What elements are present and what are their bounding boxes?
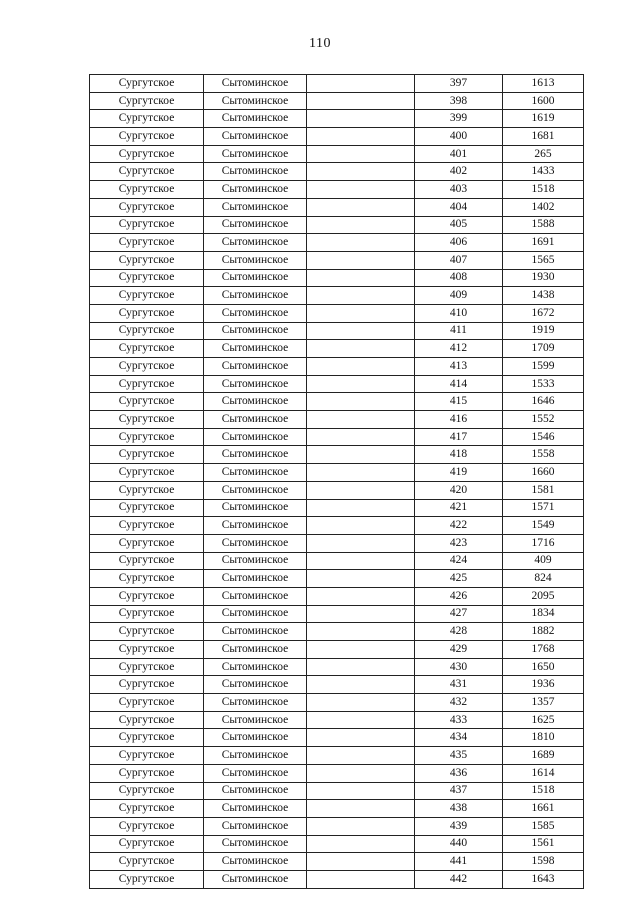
value-cell: 2095 bbox=[503, 587, 584, 605]
number-cell: 402 bbox=[415, 163, 503, 181]
table-row bbox=[90, 428, 584, 446]
region-cell: Сургутское bbox=[90, 287, 204, 305]
field-cell: Сытоминское bbox=[204, 835, 307, 853]
field-cell: Сытоминское bbox=[204, 853, 307, 871]
number-cell: 415 bbox=[415, 393, 503, 411]
value-cell: 1598 bbox=[503, 853, 584, 871]
blank-cell bbox=[307, 358, 415, 376]
value-cell: 1402 bbox=[503, 198, 584, 216]
blank-cell bbox=[307, 411, 415, 429]
blank-cell bbox=[307, 287, 415, 305]
region-cell: Сургутское bbox=[90, 181, 204, 199]
value-cell: 1613 bbox=[503, 75, 584, 93]
table-row bbox=[90, 128, 584, 146]
value-cell: 1768 bbox=[503, 641, 584, 659]
number-cell: 422 bbox=[415, 517, 503, 535]
blank-cell bbox=[307, 198, 415, 216]
value-cell: 1561 bbox=[503, 835, 584, 853]
region-cell: Сургутское bbox=[90, 251, 204, 269]
table-row bbox=[90, 853, 584, 871]
table-row bbox=[90, 234, 584, 252]
region-cell: Сургутское bbox=[90, 800, 204, 818]
table-row bbox=[90, 764, 584, 782]
table-row bbox=[90, 375, 584, 393]
field-cell: Сытоминское bbox=[204, 216, 307, 234]
number-cell: 401 bbox=[415, 145, 503, 163]
field-cell: Сытоминское bbox=[204, 92, 307, 110]
number-cell: 416 bbox=[415, 411, 503, 429]
blank-cell bbox=[307, 676, 415, 694]
field-cell: Сытоминское bbox=[204, 287, 307, 305]
value-cell: 1650 bbox=[503, 658, 584, 676]
region-cell: Сургутское bbox=[90, 322, 204, 340]
blank-cell bbox=[307, 428, 415, 446]
region-cell: Сургутское bbox=[90, 128, 204, 146]
blank-cell bbox=[307, 251, 415, 269]
blank-cell bbox=[307, 552, 415, 570]
table-row bbox=[90, 623, 584, 641]
region-cell: Сургутское bbox=[90, 711, 204, 729]
registry-table bbox=[89, 74, 584, 889]
blank-cell bbox=[307, 393, 415, 411]
table-row bbox=[90, 464, 584, 482]
field-cell: Сытоминское bbox=[204, 375, 307, 393]
value-cell: 1930 bbox=[503, 269, 584, 287]
blank-cell bbox=[307, 216, 415, 234]
value-cell: 1599 bbox=[503, 358, 584, 376]
table-row bbox=[90, 145, 584, 163]
region-cell: Сургутское bbox=[90, 481, 204, 499]
field-cell: Сытоминское bbox=[204, 800, 307, 818]
number-cell: 414 bbox=[415, 375, 503, 393]
blank-cell bbox=[307, 234, 415, 252]
field-cell: Сытоминское bbox=[204, 269, 307, 287]
number-cell: 409 bbox=[415, 287, 503, 305]
field-cell: Сытоминское bbox=[204, 481, 307, 499]
region-cell: Сургутское bbox=[90, 658, 204, 676]
field-cell: Сытоминское bbox=[204, 817, 307, 835]
table-row bbox=[90, 322, 584, 340]
number-cell: 397 bbox=[415, 75, 503, 93]
value-cell: 1643 bbox=[503, 870, 584, 888]
blank-cell bbox=[307, 145, 415, 163]
value-cell: 265 bbox=[503, 145, 584, 163]
region-cell: Сургутское bbox=[90, 163, 204, 181]
blank-cell bbox=[307, 800, 415, 818]
field-cell: Сытоминское bbox=[204, 676, 307, 694]
value-cell: 1691 bbox=[503, 234, 584, 252]
number-cell: 442 bbox=[415, 870, 503, 888]
table-row bbox=[90, 304, 584, 322]
field-cell: Сытоминское bbox=[204, 340, 307, 358]
number-cell: 434 bbox=[415, 729, 503, 747]
region-cell: Сургутское bbox=[90, 623, 204, 641]
region-cell: Сургутское bbox=[90, 517, 204, 535]
blank-cell bbox=[307, 446, 415, 464]
blank-cell bbox=[307, 711, 415, 729]
region-cell: Сургутское bbox=[90, 552, 204, 570]
region-cell: Сургутское bbox=[90, 428, 204, 446]
region-cell: Сургутское bbox=[90, 269, 204, 287]
region-cell: Сургутское bbox=[90, 411, 204, 429]
blank-cell bbox=[307, 269, 415, 287]
number-cell: 431 bbox=[415, 676, 503, 694]
blank-cell bbox=[307, 464, 415, 482]
region-cell: Сургутское bbox=[90, 870, 204, 888]
region-cell: Сургутское bbox=[90, 216, 204, 234]
value-cell: 1558 bbox=[503, 446, 584, 464]
field-cell: Сытоминское bbox=[204, 534, 307, 552]
number-cell: 398 bbox=[415, 92, 503, 110]
blank-cell bbox=[307, 870, 415, 888]
number-cell: 412 bbox=[415, 340, 503, 358]
field-cell: Сытоминское bbox=[204, 446, 307, 464]
blank-cell bbox=[307, 729, 415, 747]
blank-cell bbox=[307, 181, 415, 199]
value-cell: 1600 bbox=[503, 92, 584, 110]
table-row bbox=[90, 287, 584, 305]
region-cell: Сургутское bbox=[90, 92, 204, 110]
blank-cell bbox=[307, 605, 415, 623]
number-cell: 433 bbox=[415, 711, 503, 729]
blank-cell bbox=[307, 322, 415, 340]
table-row bbox=[90, 817, 584, 835]
table-row bbox=[90, 534, 584, 552]
value-cell: 1681 bbox=[503, 128, 584, 146]
number-cell: 405 bbox=[415, 216, 503, 234]
number-cell: 410 bbox=[415, 304, 503, 322]
table-row bbox=[90, 747, 584, 765]
region-cell: Сургутское bbox=[90, 304, 204, 322]
table-row bbox=[90, 481, 584, 499]
table-row bbox=[90, 499, 584, 517]
field-cell: Сытоминское bbox=[204, 145, 307, 163]
table-row bbox=[90, 694, 584, 712]
value-cell: 1357 bbox=[503, 694, 584, 712]
region-cell: Сургутское bbox=[90, 198, 204, 216]
region-cell: Сургутское bbox=[90, 817, 204, 835]
field-cell: Сытоминское bbox=[204, 870, 307, 888]
table-row bbox=[90, 676, 584, 694]
table-row bbox=[90, 92, 584, 110]
number-cell: 420 bbox=[415, 481, 503, 499]
blank-cell bbox=[307, 694, 415, 712]
value-cell: 1549 bbox=[503, 517, 584, 535]
field-cell: Сытоминское bbox=[204, 198, 307, 216]
number-cell: 423 bbox=[415, 534, 503, 552]
value-cell: 1585 bbox=[503, 817, 584, 835]
blank-cell bbox=[307, 75, 415, 93]
region-cell: Сургутское bbox=[90, 694, 204, 712]
field-cell: Сытоминское bbox=[204, 747, 307, 765]
field-cell: Сытоминское bbox=[204, 623, 307, 641]
region-cell: Сургутское bbox=[90, 747, 204, 765]
field-cell: Сытоминское bbox=[204, 411, 307, 429]
number-cell: 432 bbox=[415, 694, 503, 712]
field-cell: Сытоминское bbox=[204, 764, 307, 782]
value-cell: 1546 bbox=[503, 428, 584, 446]
table-row bbox=[90, 870, 584, 888]
region-cell: Сургутское bbox=[90, 145, 204, 163]
value-cell: 1581 bbox=[503, 481, 584, 499]
region-cell: Сургутское bbox=[90, 464, 204, 482]
table-row bbox=[90, 251, 584, 269]
table-row bbox=[90, 570, 584, 588]
number-cell: 419 bbox=[415, 464, 503, 482]
region-cell: Сургутское bbox=[90, 110, 204, 128]
value-cell: 824 bbox=[503, 570, 584, 588]
blank-cell bbox=[307, 92, 415, 110]
number-cell: 399 bbox=[415, 110, 503, 128]
blank-cell bbox=[307, 375, 415, 393]
region-cell: Сургутское bbox=[90, 534, 204, 552]
region-cell: Сургутское bbox=[90, 641, 204, 659]
region-cell: Сургутское bbox=[90, 764, 204, 782]
value-cell: 1810 bbox=[503, 729, 584, 747]
value-cell: 1672 bbox=[503, 304, 584, 322]
value-cell: 1565 bbox=[503, 251, 584, 269]
blank-cell bbox=[307, 835, 415, 853]
number-cell: 408 bbox=[415, 269, 503, 287]
blank-cell bbox=[307, 340, 415, 358]
value-cell: 1571 bbox=[503, 499, 584, 517]
region-cell: Сургутское bbox=[90, 853, 204, 871]
table-row bbox=[90, 446, 584, 464]
number-cell: 426 bbox=[415, 587, 503, 605]
region-cell: Сургутское bbox=[90, 340, 204, 358]
value-cell: 1533 bbox=[503, 375, 584, 393]
value-cell: 1614 bbox=[503, 764, 584, 782]
table-row bbox=[90, 782, 584, 800]
value-cell: 1716 bbox=[503, 534, 584, 552]
field-cell: Сытоминское bbox=[204, 552, 307, 570]
table-row bbox=[90, 198, 584, 216]
blank-cell bbox=[307, 570, 415, 588]
table-row bbox=[90, 641, 584, 659]
field-cell: Сытоминское bbox=[204, 605, 307, 623]
blank-cell bbox=[307, 110, 415, 128]
field-cell: Сытоминское bbox=[204, 181, 307, 199]
blank-cell bbox=[307, 481, 415, 499]
table-row bbox=[90, 358, 584, 376]
number-cell: 429 bbox=[415, 641, 503, 659]
table-row bbox=[90, 552, 584, 570]
table-row bbox=[90, 411, 584, 429]
field-cell: Сытоминское bbox=[204, 163, 307, 181]
table-row bbox=[90, 181, 584, 199]
blank-cell bbox=[307, 128, 415, 146]
number-cell: 428 bbox=[415, 623, 503, 641]
field-cell: Сытоминское bbox=[204, 234, 307, 252]
blank-cell bbox=[307, 782, 415, 800]
table-row bbox=[90, 269, 584, 287]
table-row bbox=[90, 729, 584, 747]
region-cell: Сургутское bbox=[90, 75, 204, 93]
number-cell: 427 bbox=[415, 605, 503, 623]
table-row bbox=[90, 517, 584, 535]
region-cell: Сургутское bbox=[90, 446, 204, 464]
blank-cell bbox=[307, 517, 415, 535]
field-cell: Сытоминское bbox=[204, 694, 307, 712]
field-cell: Сытоминское bbox=[204, 499, 307, 517]
value-cell: 1709 bbox=[503, 340, 584, 358]
table-row bbox=[90, 216, 584, 234]
table-row bbox=[90, 800, 584, 818]
blank-cell bbox=[307, 623, 415, 641]
number-cell: 418 bbox=[415, 446, 503, 464]
field-cell: Сытоминское bbox=[204, 428, 307, 446]
region-cell: Сургутское bbox=[90, 782, 204, 800]
field-cell: Сытоминское bbox=[204, 75, 307, 93]
region-cell: Сургутское bbox=[90, 676, 204, 694]
number-cell: 441 bbox=[415, 853, 503, 871]
field-cell: Сытоминское bbox=[204, 658, 307, 676]
value-cell: 1834 bbox=[503, 605, 584, 623]
table-row bbox=[90, 658, 584, 676]
table-row bbox=[90, 110, 584, 128]
region-cell: Сургутское bbox=[90, 605, 204, 623]
field-cell: Сытоминское bbox=[204, 641, 307, 659]
number-cell: 438 bbox=[415, 800, 503, 818]
field-cell: Сытоминское bbox=[204, 711, 307, 729]
table-row bbox=[90, 75, 584, 93]
number-cell: 421 bbox=[415, 499, 503, 517]
number-cell: 430 bbox=[415, 658, 503, 676]
table-row bbox=[90, 587, 584, 605]
blank-cell bbox=[307, 499, 415, 517]
number-cell: 413 bbox=[415, 358, 503, 376]
field-cell: Сытоминское bbox=[204, 110, 307, 128]
number-cell: 407 bbox=[415, 251, 503, 269]
value-cell: 1919 bbox=[503, 322, 584, 340]
value-cell: 1661 bbox=[503, 800, 584, 818]
table-row bbox=[90, 393, 584, 411]
number-cell: 425 bbox=[415, 570, 503, 588]
blank-cell bbox=[307, 817, 415, 835]
value-cell: 1438 bbox=[503, 287, 584, 305]
number-cell: 404 bbox=[415, 198, 503, 216]
value-cell: 1433 bbox=[503, 163, 584, 181]
field-cell: Сытоминское bbox=[204, 782, 307, 800]
blank-cell bbox=[307, 658, 415, 676]
value-cell: 1625 bbox=[503, 711, 584, 729]
region-cell: Сургутское bbox=[90, 835, 204, 853]
field-cell: Сытоминское bbox=[204, 517, 307, 535]
value-cell: 1518 bbox=[503, 782, 584, 800]
field-cell: Сытоминское bbox=[204, 570, 307, 588]
number-cell: 436 bbox=[415, 764, 503, 782]
blank-cell bbox=[307, 163, 415, 181]
value-cell: 1936 bbox=[503, 676, 584, 694]
blank-cell bbox=[307, 764, 415, 782]
field-cell: Сытоминское bbox=[204, 322, 307, 340]
field-cell: Сытоминское bbox=[204, 251, 307, 269]
number-cell: 439 bbox=[415, 817, 503, 835]
field-cell: Сытоминское bbox=[204, 128, 307, 146]
blank-cell bbox=[307, 747, 415, 765]
value-cell: 1619 bbox=[503, 110, 584, 128]
region-cell: Сургутское bbox=[90, 570, 204, 588]
number-cell: 440 bbox=[415, 835, 503, 853]
field-cell: Сытоминское bbox=[204, 358, 307, 376]
number-cell: 424 bbox=[415, 552, 503, 570]
table-row bbox=[90, 835, 584, 853]
number-cell: 437 bbox=[415, 782, 503, 800]
field-cell: Сытоминское bbox=[204, 729, 307, 747]
table-row bbox=[90, 605, 584, 623]
blank-cell bbox=[307, 534, 415, 552]
region-cell: Сургутское bbox=[90, 499, 204, 517]
region-cell: Сургутское bbox=[90, 393, 204, 411]
table-row bbox=[90, 711, 584, 729]
page-number: 110 bbox=[309, 36, 331, 51]
blank-cell bbox=[307, 853, 415, 871]
table-body bbox=[90, 75, 584, 889]
table-row bbox=[90, 340, 584, 358]
region-cell: Сургутское bbox=[90, 375, 204, 393]
number-cell: 411 bbox=[415, 322, 503, 340]
blank-cell bbox=[307, 587, 415, 605]
region-cell: Сургутское bbox=[90, 729, 204, 747]
number-cell: 406 bbox=[415, 234, 503, 252]
region-cell: Сургутское bbox=[90, 234, 204, 252]
blank-cell bbox=[307, 304, 415, 322]
number-cell: 403 bbox=[415, 181, 503, 199]
value-cell: 1660 bbox=[503, 464, 584, 482]
field-cell: Сытоминское bbox=[204, 587, 307, 605]
value-cell: 1689 bbox=[503, 747, 584, 765]
value-cell: 1882 bbox=[503, 623, 584, 641]
value-cell: 409 bbox=[503, 552, 584, 570]
field-cell: Сытоминское bbox=[204, 393, 307, 411]
region-cell: Сургутское bbox=[90, 358, 204, 376]
number-cell: 400 bbox=[415, 128, 503, 146]
value-cell: 1552 bbox=[503, 411, 584, 429]
blank-cell bbox=[307, 641, 415, 659]
value-cell: 1646 bbox=[503, 393, 584, 411]
value-cell: 1588 bbox=[503, 216, 584, 234]
number-cell: 417 bbox=[415, 428, 503, 446]
table-row bbox=[90, 163, 584, 181]
region-cell: Сургутское bbox=[90, 587, 204, 605]
field-cell: Сытоминское bbox=[204, 464, 307, 482]
field-cell: Сытоминское bbox=[204, 304, 307, 322]
value-cell: 1518 bbox=[503, 181, 584, 199]
number-cell: 435 bbox=[415, 747, 503, 765]
